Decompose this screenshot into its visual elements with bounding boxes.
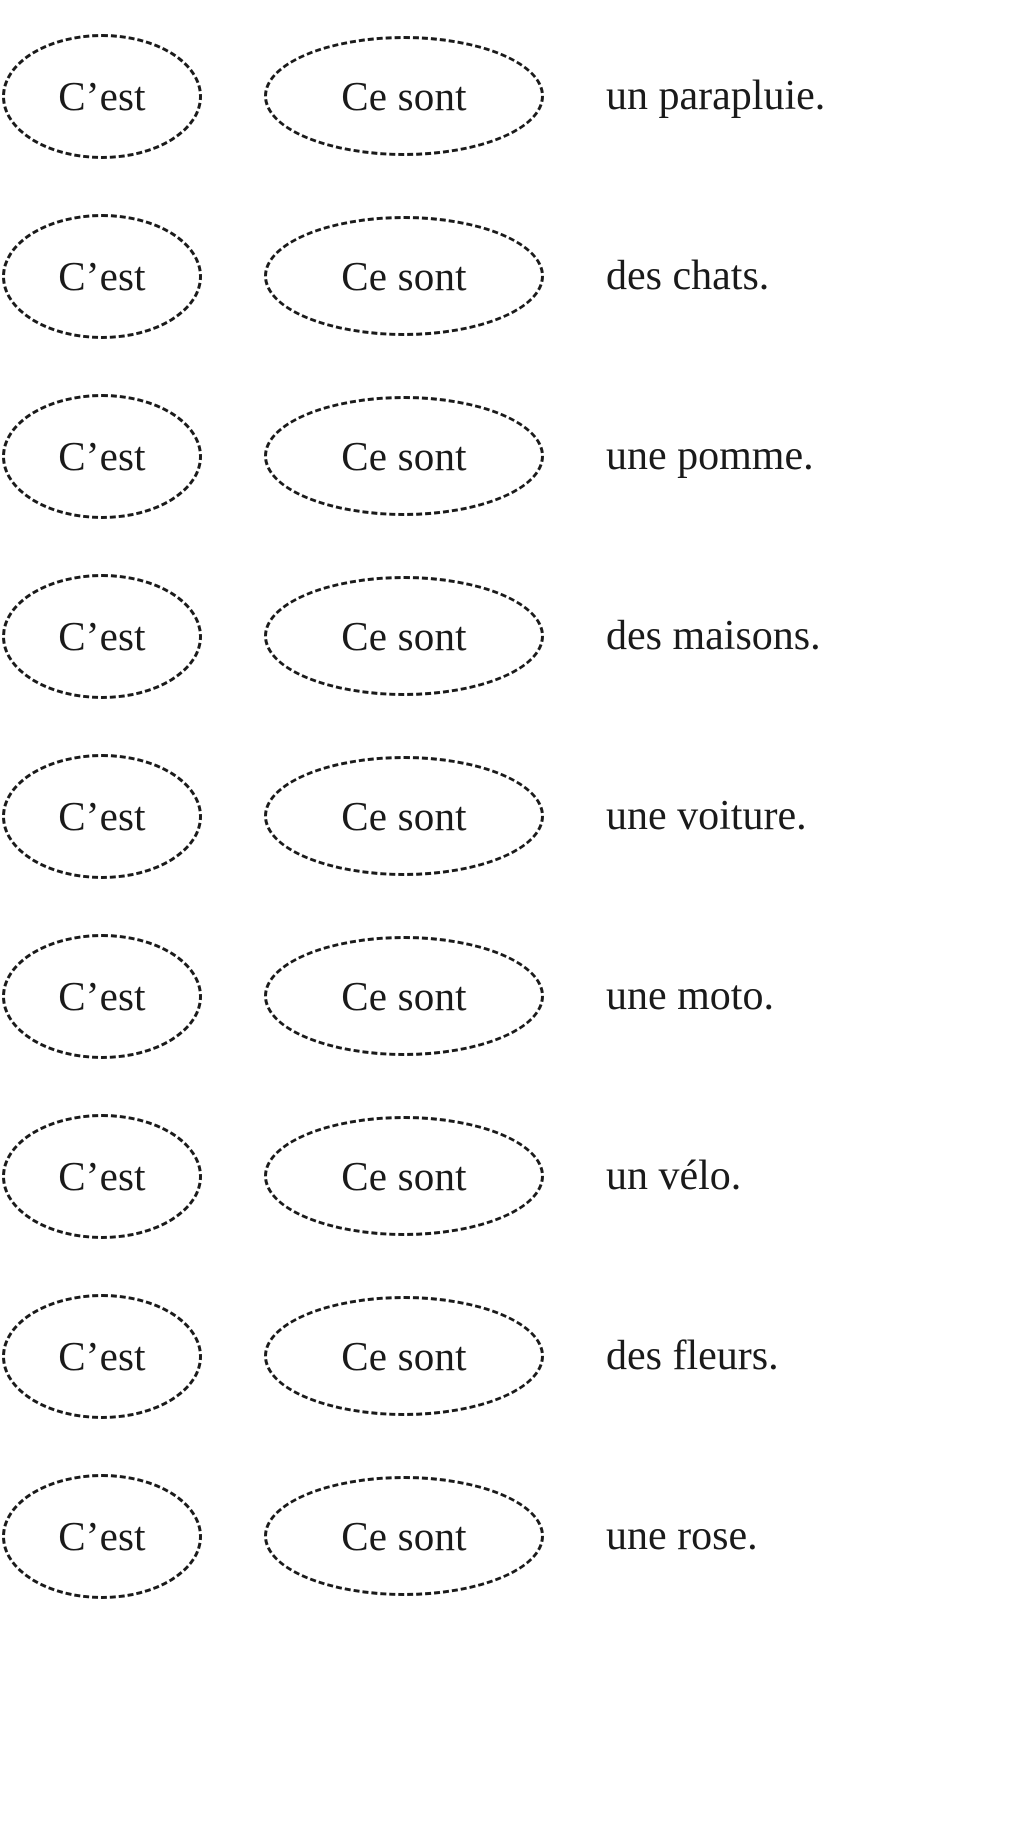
sentence-completion-text: une moto.: [606, 973, 774, 1019]
option-plural-bubble[interactable]: Ce sont: [264, 216, 544, 336]
option-plural-bubble[interactable]: Ce sont: [264, 576, 544, 696]
exercise-row: [0, 1446, 1030, 1626]
exercise-row: [0, 186, 1030, 366]
option-plural-bubble[interactable]: Ce sont: [264, 36, 544, 156]
sentence-completion-text: un parapluie.: [606, 73, 826, 119]
option-singular-bubble[interactable]: C’est: [2, 214, 202, 339]
sentence-completion-text: une pomme.: [606, 433, 814, 479]
exercise-row: [0, 546, 1030, 726]
option-singular-bubble[interactable]: C’est: [2, 754, 202, 879]
exercise-row: [0, 366, 1030, 546]
option-plural-bubble[interactable]: Ce sont: [264, 1296, 544, 1416]
option-singular-bubble[interactable]: C’est: [2, 934, 202, 1059]
option-plural-bubble[interactable]: Ce sont: [264, 936, 544, 1056]
exercise-row: [0, 1086, 1030, 1266]
exercise-row: [0, 6, 1030, 186]
option-singular-bubble[interactable]: C’est: [2, 1294, 202, 1419]
exercise-row: [0, 1266, 1030, 1446]
exercise-row: [0, 906, 1030, 1086]
sentence-completion-text: une rose.: [606, 1513, 758, 1559]
sentence-completion-text: un vélo.: [606, 1153, 742, 1199]
option-singular-bubble[interactable]: C’est: [2, 574, 202, 699]
sentence-completion-text: des maisons.: [606, 613, 821, 659]
option-singular-bubble[interactable]: C’est: [2, 1474, 202, 1599]
sentence-completion-text: des fleurs.: [606, 1333, 779, 1379]
sentence-completion-text: une voiture.: [606, 793, 807, 839]
option-plural-bubble[interactable]: Ce sont: [264, 756, 544, 876]
exercise-row: [0, 726, 1030, 906]
option-plural-bubble[interactable]: Ce sont: [264, 396, 544, 516]
option-singular-bubble[interactable]: C’est: [2, 1114, 202, 1239]
option-plural-bubble[interactable]: Ce sont: [264, 1476, 544, 1596]
option-plural-bubble[interactable]: Ce sont: [264, 1116, 544, 1236]
option-singular-bubble[interactable]: C’est: [2, 394, 202, 519]
option-singular-bubble[interactable]: C’est: [2, 34, 202, 159]
sentence-completion-text: des chats.: [606, 253, 770, 299]
